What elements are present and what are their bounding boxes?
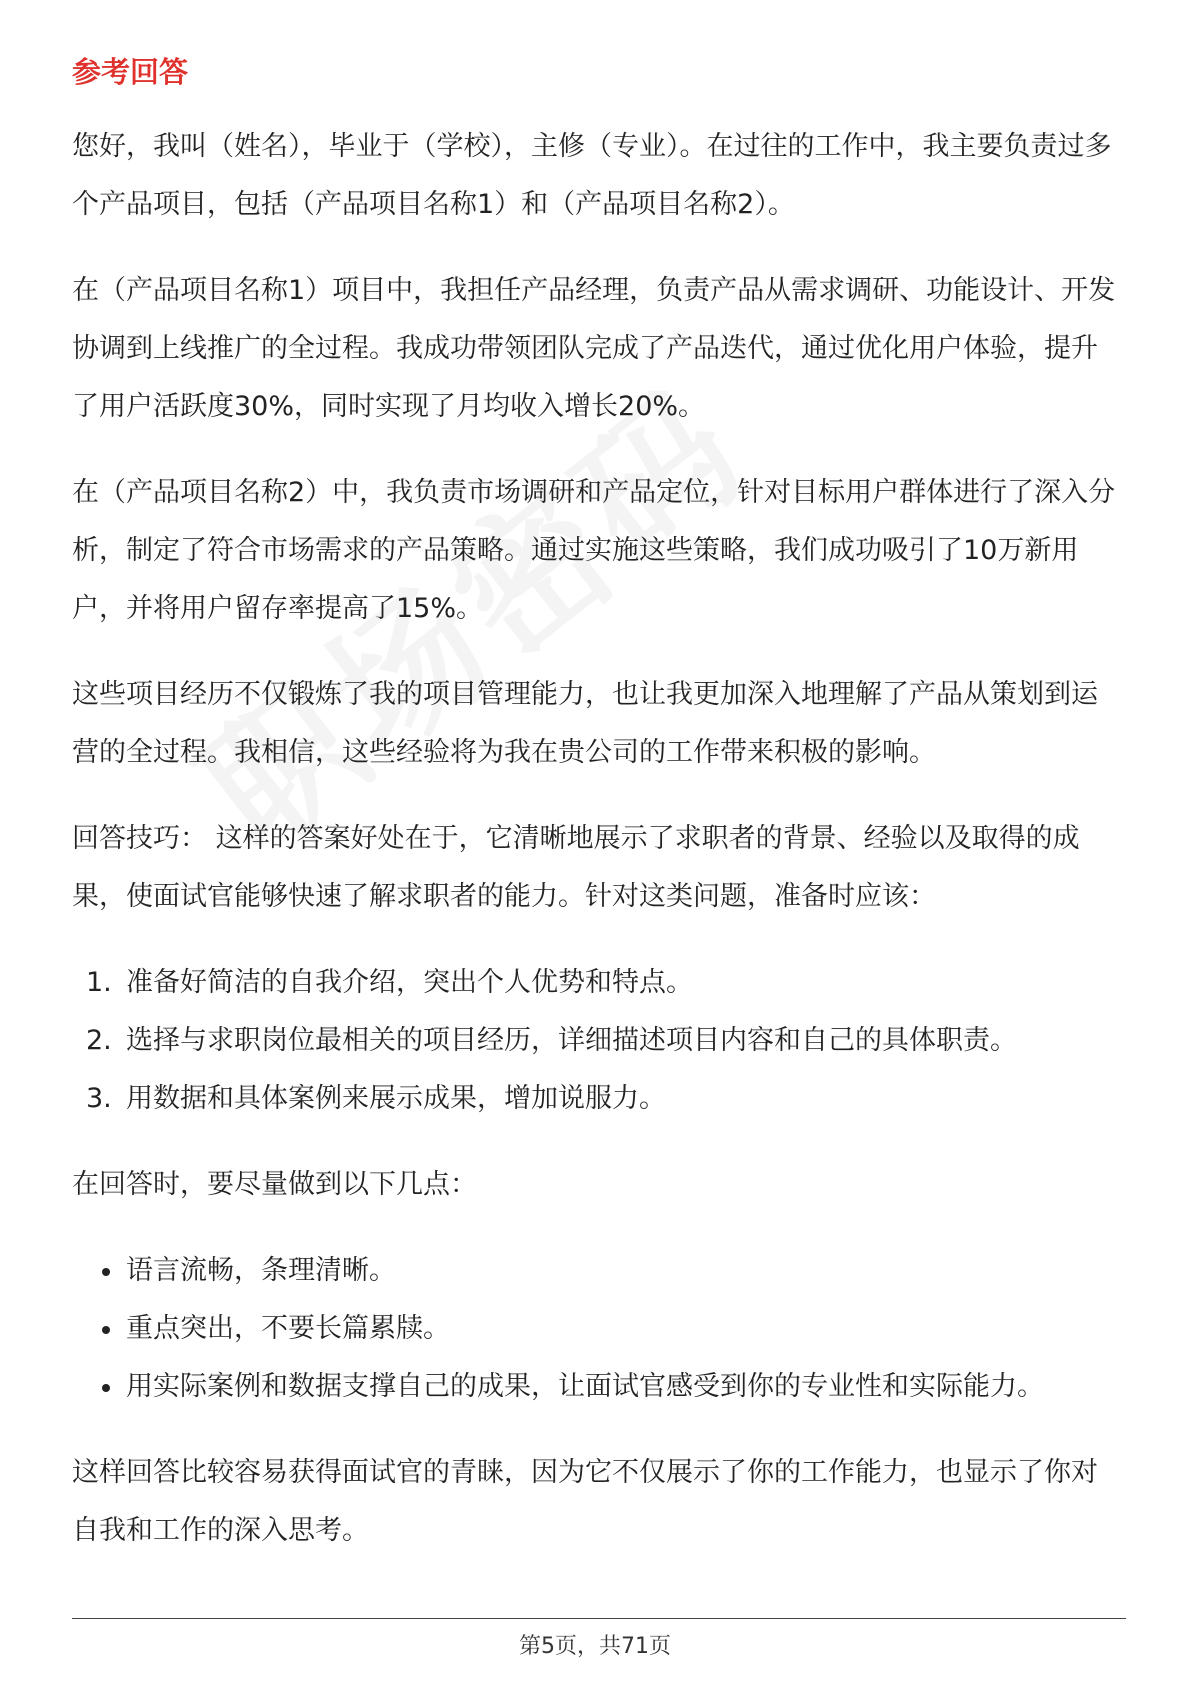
list-item-text: 用数据和具体案例来展示成果，增加说服力。: [126, 1083, 666, 1114]
paragraph-project-2: 在（产品项目名称2）中，我负责市场调研和产品定位，针对目标用户群体进行了深入分析，制定了符合市场需求的产品策略。通过实施这些策略，我们成功吸引了10万新用户，并将用户留存率提高了15%。: [72, 477, 1116, 624]
bullet-icon: [102, 1268, 110, 1276]
list-item: [72, 1300, 1122, 1358]
page-number: 第5页，共71页: [519, 1634, 671, 1659]
paragraph-points-intro: 在回答时，要尽量做到以下几点：: [72, 1169, 477, 1200]
list-item-text: 语言流畅，条理清晰。: [126, 1255, 396, 1286]
list-number: 2.: [86, 1025, 112, 1056]
paragraph-intro: 您好，我叫（姓名），毕业于（学校），主修（专业）。在过往的工作中，我主要负责过多个产品项目，包括（产品项目名称1）和（产品项目名称2）。: [72, 131, 1112, 220]
list-item: [72, 1012, 1122, 1070]
list-item: [72, 954, 1122, 1012]
answer-content: [72, 118, 1122, 1588]
bullet-icon: [102, 1326, 110, 1334]
footer-divider: [72, 1618, 1126, 1619]
list-number: 1.: [86, 967, 112, 998]
paragraph-project-1: 在（产品项目名称1）项目中，我担任产品经理，负责产品从需求调研、功能设计、开发协调到上线推广的全过程。我成功带领团队完成了产品迭代，通过优化用户体验，提升了用户活跃度30%，同时实现了月均收入增长20%。: [72, 275, 1116, 422]
list-item-text: 用实际案例和数据支撑自己的成果，让面试官感受到你的专业性和实际能力。: [126, 1371, 1044, 1402]
list-item: [72, 1358, 1122, 1416]
list-item: [72, 1070, 1122, 1128]
paragraph-summary: 这些项目经历不仅锻炼了我的项目管理能力，也让我更加深入地理解了产品从策划到运营的全过程。我相信，这些经验将为我在贵公司的工作带来积极的影响。: [72, 679, 1098, 768]
list-item: [72, 1242, 1122, 1300]
paragraph-conclusion: 这样回答比较容易获得面试官的青睐，因为它不仅展示了你的工作能力，也显示了你对自我和工作的深入思考。: [72, 1457, 1098, 1546]
section-title: 参考回答: [72, 55, 189, 89]
list-item-text: 选择与求职岗位最相关的项目经历，详细描述项目内容和自己的具体职责。: [126, 1025, 1017, 1056]
numbered-list: [72, 954, 1122, 1128]
bullet-list: [72, 1242, 1122, 1416]
list-item-text: 重点突出，不要长篇累牍。: [126, 1313, 450, 1344]
paragraph-tips: 回答技巧： 这样的答案好处在于，它清晰地展示了求职者的背景、经验以及取得的成果，使面试官能够快速了解求职者的能力。针对这类问题，准备时应该：: [72, 823, 1080, 912]
list-number: 3.: [86, 1083, 112, 1114]
bullet-icon: [102, 1384, 110, 1392]
list-item-text: 准备好简洁的自我介绍，突出个人优势和特点。: [126, 967, 693, 998]
